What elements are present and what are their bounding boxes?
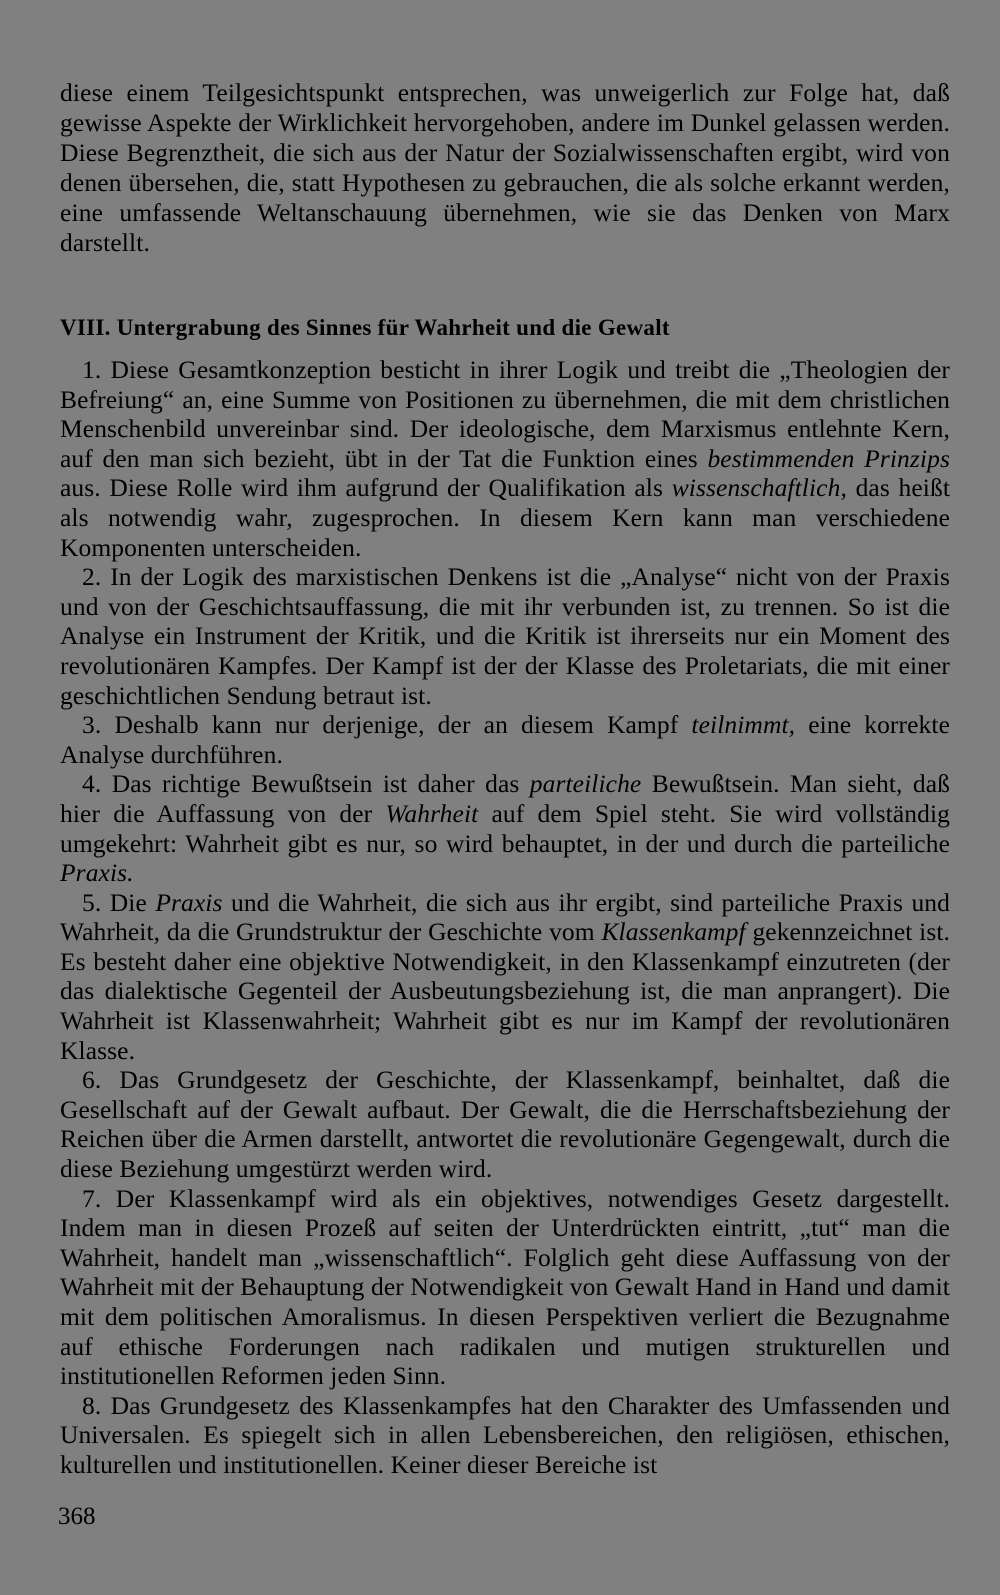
numbered-paragraph <box>60 1065 950 1183</box>
paragraph-text: 5. Die <box>82 887 156 917</box>
page-number: 368 <box>58 1503 96 1530</box>
paragraph-text: auf dem Spiel steht. Sie wird vollständig umgekehrt: Wahrheit gibt es nur, so wird behauptet, in der und durch die parteiliche <box>60 798 950 858</box>
paragraph-text: 2. In der Logik des marxistischen Denkens ist die „Analyse“ nicht von der Praxis und von der Geschichtsauffassung, die mit ihr verbunden ist, zu trennen. So ist die Analyse ein Instrument der Kritik, und die Kritik ist ihrerseits nur ein Moment des revolutionären Kampfes. Der Kampf ist der der Klasse des Proletariats, die mit einer geschichtlichen Sendung betraut ist. <box>60 562 950 710</box>
section-body <box>60 355 950 1480</box>
intro-paragraph <box>60 78 950 258</box>
numbered-paragraph <box>60 888 950 1066</box>
paragraph-text: Bewußtsein. Man sieht, daß hier die Auffassung von der <box>60 769 950 828</box>
emphasized-text: Praxis <box>155 887 223 917</box>
numbered-paragraph <box>60 1184 950 1391</box>
paragraph-text: 8. Das Grundgesetz des Klassenkampfes hat den Charakter des Umfassenden und Universalen. Es spiegelt sich in allen Lebensbereichen, den religiösen, ethischen, kulturellen und institutionellen. Keiner dieser Bereiche ist <box>60 1390 950 1479</box>
emphasized-text: Wahrheit <box>385 798 479 828</box>
paragraph-text: und die Wahrheit, die sich aus ihr ergibt, sind parteiliche Praxis und Wahrheit, da die Grundstruktur der Geschichte vom <box>60 887 950 947</box>
paragraph-text: 4. Das richtige Bewußtsein ist daher das <box>82 769 530 799</box>
paragraph-text: gekennzeichnet ist. Es besteht daher eine objektive Notwendigkeit, in den Klassenkampf einzutreten (der das dialektische Gegenteil der Ausbeutungsbeziehung ist, die man anprangert). Die Wahrheit ist Klassenwahrheit; Wahrheit gibt es nur im Kampf der revolutionären Klasse. <box>60 917 951 1065</box>
paragraph-text: 1. Diese Gesamtkonzeption besticht in ihrer Logik und treibt die „Theologien der Befreiung“ an, eine Summe von Positionen zu übernehmen, die mit dem christlichen Menschenbild unvereinbar sind. Der ideologische, dem Marxismus entlehnte Kern, auf den man sich bezieht, übt in der Tat die Funktion eines <box>60 355 950 473</box>
paragraph-text: 7. Der Klassenkampf wird als ein objektives, notwendiges Gesetz dargestellt. Indem man in diesen Prozeß auf seiten der Unterdrückten eintritt, „tut“ man die Wahrheit, handelt man „wissenschaftlich“. Folglich geht diese Auffassung von der Wahrheit mit der Behauptung der Notwendigkeit von Gewalt Hand in Hand und damit mit dem politischen Amoralismus. In diesen Perspektiven verliert die Bezugnahme auf ethische Forderungen nach radikalen und mutigen strukturellen und institutionellen Reformen jeden Sinn. <box>60 1183 950 1391</box>
numbered-paragraph <box>60 1391 950 1480</box>
numbered-paragraph <box>60 769 950 887</box>
emphasized-text: teilnimmt, <box>691 710 796 740</box>
emphasized-text: wissenschaftlich, <box>671 473 847 503</box>
numbered-paragraph <box>60 710 950 769</box>
numbered-paragraph <box>60 562 950 710</box>
emphasized-text: bestimmenden Prinzips <box>707 443 950 473</box>
emphasized-text: Praxis. <box>60 858 134 888</box>
intro-text: diese einem Teilgesichtspunkt entsprechen, was unweigerlich zur Folge hat, daß gewisse Aspekte der Wirklichkeit hervorgehoben, andere im Dunkel gelassen werden. Diese Begrenztheit, die sich aus der Natur der Sozialwissenschaften ergibt, wird von denen übersehen, die, statt Hypothesen zu gebrauchen, die als solche erkannt werden, eine umfassende Weltanschauung übernehmen, wie sie das Denken von Marx darstellt. <box>60 78 950 257</box>
paragraph-text: eine korrekte Analyse durchführen. <box>60 710 950 769</box>
paragraph-text: das heißt als notwendig wahr, zugesprochen. In diesem Kern kann man verschiedene Komponenten unterscheiden. <box>60 473 951 562</box>
numbered-paragraph <box>60 355 950 562</box>
emphasized-text: parteiliche <box>529 769 642 799</box>
paragraph-text: 3. Deshalb kann nur derjenige, der an diesem Kampf <box>82 710 692 740</box>
emphasized-text: Klassenkampf <box>601 917 746 947</box>
section-heading: VIII. Untergrabung des Sinnes für Wahrheit und die Gewalt <box>60 315 670 340</box>
paragraph-text: 6. Das Grundgesetz der Geschichte, der Klassenkampf, beinhaltet, daß die Gesellschaft auf der Gewalt aufbaut. Der Gewalt, die die Herrschaftsbeziehung der Reichen über die Armen darstellt, antwortet die revolutionäre Gegengewalt, durch die diese Beziehung umgestürzt werden wird. <box>60 1065 950 1184</box>
paragraph-text: aus. Diese Rolle wird ihm aufgrund der Qualifikation als <box>60 473 672 503</box>
